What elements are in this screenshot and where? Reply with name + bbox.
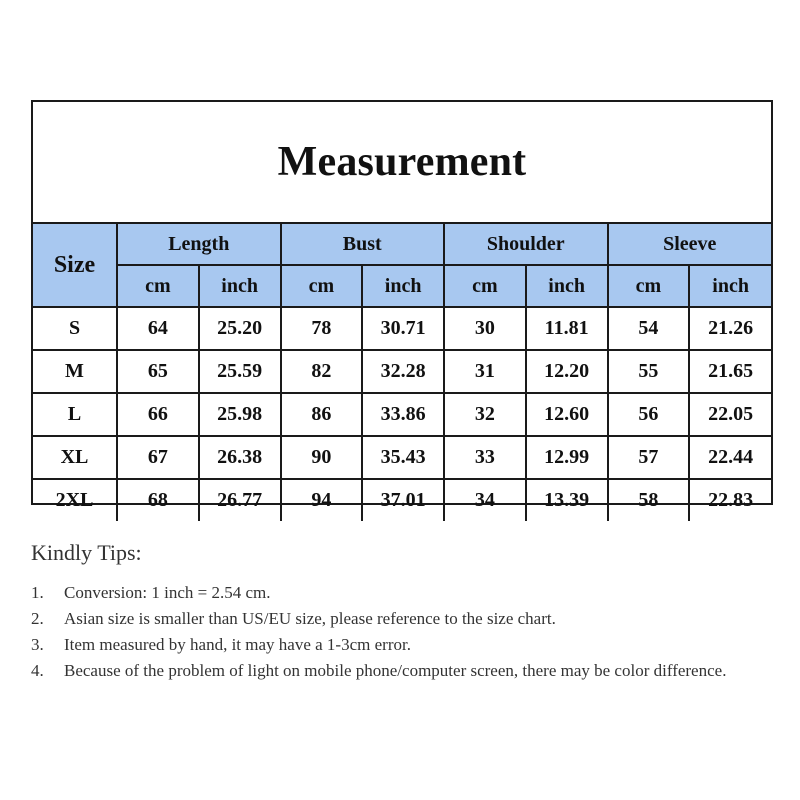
table-body [33, 307, 771, 521]
measurement-cell: 94 [281, 479, 363, 521]
title-row [33, 102, 771, 224]
measurement-cell: 78 [281, 307, 363, 350]
table-header-row [33, 224, 771, 265]
tip-item [31, 632, 791, 658]
size-cell: XL [33, 436, 117, 479]
unit-header: cm [117, 265, 199, 307]
table-row [33, 436, 771, 479]
group-header-sleeve: Sleeve [608, 224, 772, 265]
group-header-shoulder: Shoulder [444, 224, 608, 265]
measurement-cell: 32.28 [362, 350, 444, 393]
group-header-length: Length [117, 224, 281, 265]
measurement-cell: 30.71 [362, 307, 444, 350]
tip-text: Because of the problem of light on mobile phone/computer screen, there may be color difference. [64, 661, 727, 680]
measurement-cell: 65 [117, 350, 199, 393]
unit-header: cm [444, 265, 526, 307]
size-table [33, 224, 771, 521]
size-cell: 2XL [33, 479, 117, 521]
measurement-cell: 26.38 [199, 436, 281, 479]
tip-number: 3. [31, 635, 44, 654]
tip-number: 1. [31, 583, 44, 602]
measurement-cell: 82 [281, 350, 363, 393]
measurement-cell: 12.60 [526, 393, 608, 436]
tip-text: Conversion: 1 inch = 2.54 cm. [64, 583, 271, 602]
unit-header-row [33, 265, 771, 307]
measurement-cell: 57 [608, 436, 690, 479]
measurement-cell: 86 [281, 393, 363, 436]
measurement-cell: 68 [117, 479, 199, 521]
tip-item [31, 658, 791, 684]
unit-header: inch [199, 265, 281, 307]
size-cell: L [33, 393, 117, 436]
measurement-cell: 37.01 [362, 479, 444, 521]
size-chart [31, 100, 773, 511]
table-row [33, 393, 771, 436]
unit-header: inch [362, 265, 444, 307]
tips-heading: Kindly Tips: [31, 540, 142, 565]
measurement-cell: 26.77 [199, 479, 281, 521]
measurement-cell: 64 [117, 307, 199, 350]
tips-section [31, 540, 791, 684]
tip-text: Asian size is smaller than US/EU size, please reference to the size chart. [64, 609, 556, 628]
measurement-cell: 22.83 [689, 479, 771, 521]
group-header-bust: Bust [281, 224, 445, 265]
table-row [33, 350, 771, 393]
measurement-cell: 25.20 [199, 307, 281, 350]
measurement-cell: 12.99 [526, 436, 608, 479]
measurement-cell: 58 [608, 479, 690, 521]
measurement-cell: 33 [444, 436, 526, 479]
size-cell: S [33, 307, 117, 350]
measurement-cell: 33.86 [362, 393, 444, 436]
measurement-cell: 35.43 [362, 436, 444, 479]
size-column-header: Size [33, 224, 117, 307]
page-title: Measurement [277, 139, 527, 185]
size-cell: M [33, 350, 117, 393]
table-row [33, 307, 771, 350]
measurement-cell: 56 [608, 393, 690, 436]
measurement-cell: 21.26 [689, 307, 771, 350]
unit-header: cm [608, 265, 690, 307]
measurement-cell: 13.39 [526, 479, 608, 521]
tip-text: Item measured by hand, it may have a 1-3cm error. [64, 635, 411, 654]
measurement-cell: 90 [281, 436, 363, 479]
measurement-cell: 32 [444, 393, 526, 436]
measurement-cell: 66 [117, 393, 199, 436]
unit-header: cm [281, 265, 363, 307]
measurement-cell: 55 [608, 350, 690, 393]
measurement-cell: 54 [608, 307, 690, 350]
tip-number: 4. [31, 661, 44, 680]
measurement-cell: 22.05 [689, 393, 771, 436]
unit-header: inch [526, 265, 608, 307]
unit-header: inch [689, 265, 771, 307]
measurement-cell: 21.65 [689, 350, 771, 393]
measurement-cell: 25.98 [199, 393, 281, 436]
measurement-cell: 31 [444, 350, 526, 393]
tip-number: 2. [31, 609, 44, 628]
measurement-cell: 25.59 [199, 350, 281, 393]
measurement-cell: 67 [117, 436, 199, 479]
measurement-cell: 34 [444, 479, 526, 521]
table-row [33, 479, 771, 521]
measurement-cell: 30 [444, 307, 526, 350]
tips-list [31, 580, 791, 684]
measurement-cell: 22.44 [689, 436, 771, 479]
measurement-cell: 11.81 [526, 307, 608, 350]
tip-item [31, 606, 791, 632]
tip-item [31, 580, 791, 606]
measurement-cell: 12.20 [526, 350, 608, 393]
